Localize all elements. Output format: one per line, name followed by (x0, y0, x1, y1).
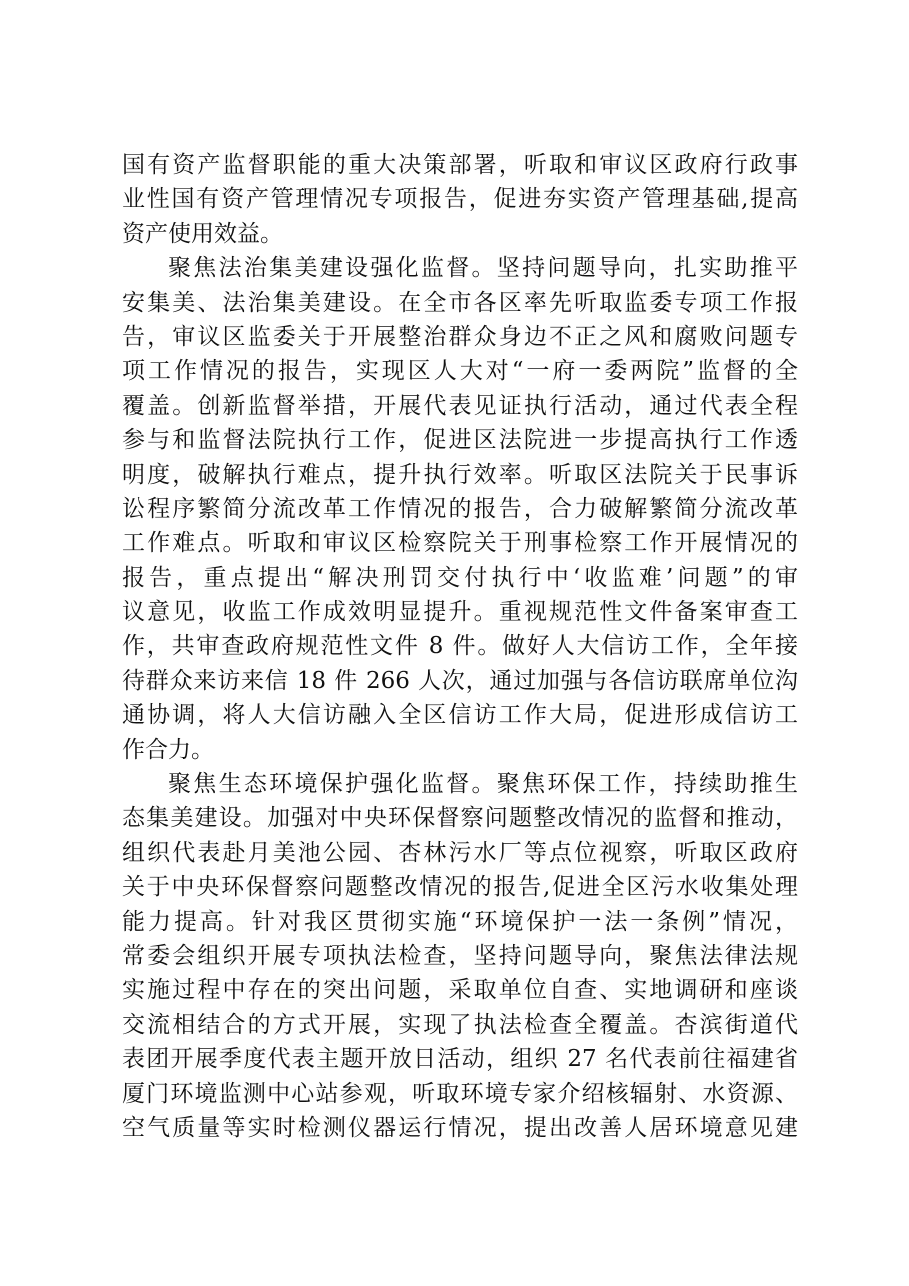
text-line: 参与和监督法院执行工作，促进区法院进一步提高执行工作透 (122, 427, 798, 454)
text-line: 实施过程中存在的突出问题，采取单位自查、实地调研和座谈 (122, 977, 798, 1004)
text-line: 能力提高。针对我区贯彻实施“环境保护一法一条例”情况， (122, 908, 798, 935)
text-line: 资产使用效益。 (122, 220, 283, 247)
text-line: 厦门环境监测中心站参观，听取环境专家介绍核辐射、水资源、 (122, 1080, 798, 1107)
text-line: 关于中央环保督察问题整改情况的报告,促进全区污水收集处理 (122, 874, 798, 901)
text-line: 安集美、法治集美建设。在全市各区率先听取监委专项工作报 (122, 289, 798, 316)
text-line: 空气质量等实时检测仪器运行情况，提出改善人居环境意见建 (122, 1114, 798, 1141)
text-line: 业性国有资产管理情况专项报告，促进夯实资产管理基础,提高 (122, 186, 798, 213)
text-line: 聚焦生态环境保护强化监督。聚焦环保工作，持续助推生 (168, 771, 798, 798)
text-line: 聚焦法治集美建设强化监督。坚持问题导向，扎实助推平 (168, 255, 798, 282)
paragraph-2 (122, 251, 798, 767)
text-line: 表团开展季度代表主题开放日活动，组织 27 名代表前往福建省 (122, 1046, 798, 1073)
text-line: 报告，重点提出“解决刑罚交付执行中‘收监难’问题”的审 (122, 564, 798, 591)
document-body (122, 148, 798, 1145)
text-line: 议意见，收监工作成效明显提升。重视规范性文件备案审查工 (122, 599, 798, 626)
text-line: 待群众来访来信 18 件 266 人次，通过加强与各信访联席单位沟 (122, 667, 798, 694)
text-line: 作合力。 (122, 736, 214, 763)
text-line: 工作难点。听取和审议区检察院关于刑事检察工作开展情况的 (122, 530, 798, 557)
text-line: 交流相结合的方式开展，实现了执法检查全覆盖。杏滨街道代 (122, 1011, 798, 1038)
text-line: 常委会组织开展专项执法检查，坚持问题导向，聚焦法律法规 (122, 942, 798, 969)
text-line: 作，共审查政府规范性文件 8 件。做好人大信访工作，全年接 (122, 633, 798, 660)
text-line: 组织代表赴月美池公园、杏林污水厂等点位视察，听取区政府 (122, 839, 798, 866)
text-line: 态集美建设。加强对中央环保督察问题整改情况的监督和推动， (122, 805, 798, 832)
text-line: 通协调，将人大信访融入全区信访工作大局，促进形成信访工 (122, 702, 798, 729)
text-line: 项工作情况的报告，实现区人大对“一府一委两院”监督的全 (122, 358, 798, 385)
text-line: 国有资产监督职能的重大决策部署，听取和审议区政府行政事 (122, 152, 798, 178)
text-line: 明度，破解执行难点，提升执行效率。听取区法院关于民事诉 (122, 461, 798, 488)
text-line: 告，审议区监委关于开展整治群众身边不正之风和腐败问题专 (122, 323, 798, 350)
paragraph-1 (122, 148, 798, 251)
text-line: 讼程序繁简分流改革工作情况的报告，合力破解繁简分流改革 (122, 495, 798, 522)
text-line: 覆盖。创新监督举措，开展代表见证执行活动，通过代表全程 (122, 392, 798, 419)
paragraph-3 (122, 767, 798, 1145)
